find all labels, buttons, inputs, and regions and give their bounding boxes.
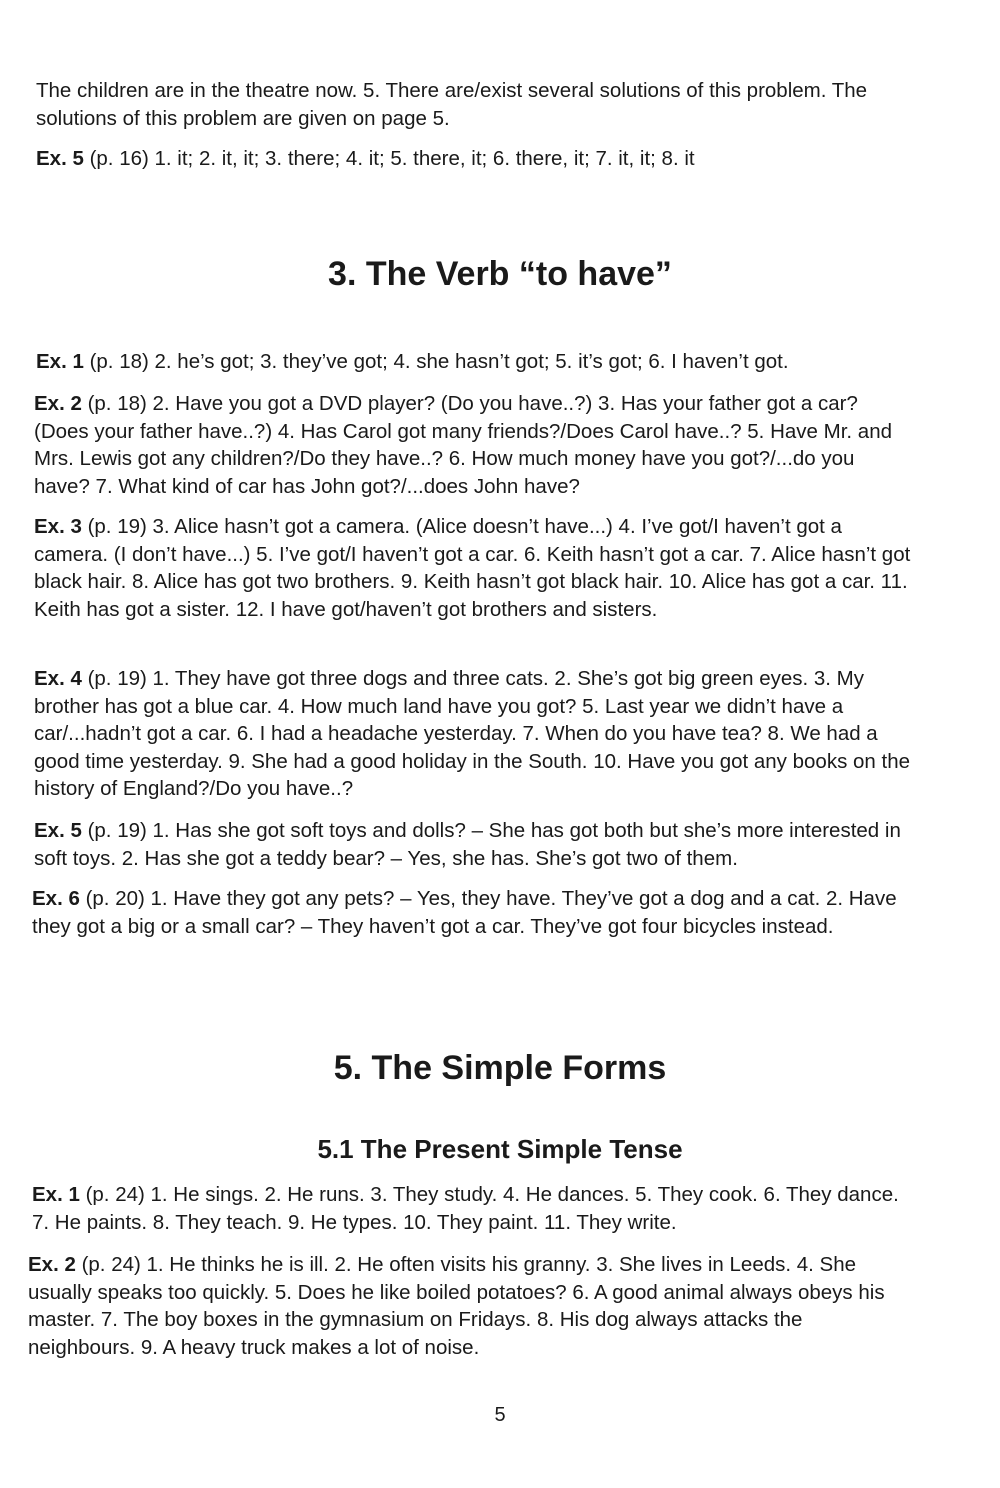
exercise-paragraph — [36, 145, 936, 173]
exercise-label: Ex. 2 — [34, 392, 82, 415]
exercise-paragraph — [32, 1181, 912, 1236]
exercise-answers: (p. 19) 1. They have got three dogs and three cats. 2. She’s got big green eyes. 3. My brother has got a blue car. 4. How much land have you got? 5. Last year we didn’t have a car/...hadn’t got a car. 6. I had a headache yesterday. 7. When do you have tea? 8. We had a good time yesterday. 9. She had a good holiday in the South. 10. Have you got any books on the history of England?/Do you have..? — [34, 667, 911, 800]
exercise-answers: (p. 20) 1. Have they got any pets? – Yes, they have. They’ve got a dog and a cat. 2. Have they got a big or a small car? – They haven’t got a car. They’ve got four bicycles instead. — [32, 887, 897, 938]
section-heading: 3. The Verb “to have” — [328, 255, 672, 293]
exercise-paragraph — [32, 885, 912, 940]
exercise-paragraph — [34, 513, 914, 623]
exercise-label: Ex. 1 — [32, 1183, 80, 1206]
exercise-label: Ex. 1 — [36, 350, 84, 373]
page-number: 5 — [494, 1404, 506, 1426]
intro-paragraph: The children are in the theatre now. 5. There are/exist several solutions of this problem. The solutions of this problem are given on page 5. — [36, 79, 868, 130]
exercise-answers: (p. 18) 2. he’s got; 3. they’ve got; 4. she hasn’t got; 5. it’s got; 6. I haven’t got. — [83, 350, 789, 373]
exercise-paragraph — [34, 390, 914, 500]
exercise-answers: (p. 16) 1. it; 2. it, it; 3. there; 4. it; 5. there, it; 6. there, it; 7. it, it; 8. it — [83, 147, 695, 170]
section-heading: 5. The Simple Forms — [333, 1049, 667, 1087]
exercise-label: Ex. 5 — [36, 147, 84, 170]
exercise-label: Ex. 2 — [28, 1253, 76, 1276]
exercise-label: Ex. 4 — [34, 667, 82, 690]
exercise-answers: (p. 18) 2. Have you got a DVD player? (Do you have..?) 3. Has your father got a car? (Does your father have..?) 4. Has Carol got many friends?/Does Carol have..? 5. Have Mr. and Mrs. Lewis got any children?/Do they have..? 6. How much money have you got?/...do you have? 7. What kind of car has John got?/...does John have? — [34, 392, 892, 498]
exercise-answers: (p. 24) 1. He sings. 2. He runs. 3. They study. 4. He dances. 5. They cook. 6. They dance. 7. He paints. 8. They teach. 9. He types. 10. They paint. 11. They write. — [32, 1183, 899, 1234]
exercise-answers: (p. 19) 1. Has she got soft toys and dolls? – She has got both but she’s more interested in soft toys. 2. Has she got a teddy bear? – Yes, she has. She’s got two of them. — [34, 819, 901, 870]
exercise-paragraph — [34, 817, 914, 872]
exercise-answers: (p. 19) 3. Alice hasn’t got a camera. (Alice doesn’t have...) 4. I’ve got/I haven’t got a camera. (I don’t have...) 5. I’ve got/I haven’t got a car. 6. Keith hasn’t got a car. 7. Alice hasn’t got black hair. 8. Alice has got two brothers. 9. Keith hasn’t got black hair. 10. Alice has got a car. 11. Keith has got a sister. 12. I have got/haven’t got brothers and sisters. — [34, 515, 911, 621]
exercise-paragraph — [34, 665, 914, 803]
exercise-paragraph — [36, 348, 916, 376]
exercise-label: Ex. 3 — [34, 515, 82, 538]
exercise-paragraph — [28, 1251, 908, 1361]
subsection-heading: 5.1 The Present Simple Tense — [317, 1134, 683, 1164]
exercise-label: Ex. 5 — [34, 819, 82, 842]
exercise-answers: (p. 24) 1. He thinks he is ill. 2. He often visits his granny. 3. She lives in Leeds. 4. She usually speaks too quickly. 5. Does he like boiled potatoes? 6. A good animal always obeys his master. 7. The boy boxes in the gymnasium on Fridays. 8. His dog always attacks the neighbours. 9. A heavy truck makes a lot of noise. — [28, 1253, 885, 1359]
exercise-label: Ex. 6 — [32, 887, 80, 910]
